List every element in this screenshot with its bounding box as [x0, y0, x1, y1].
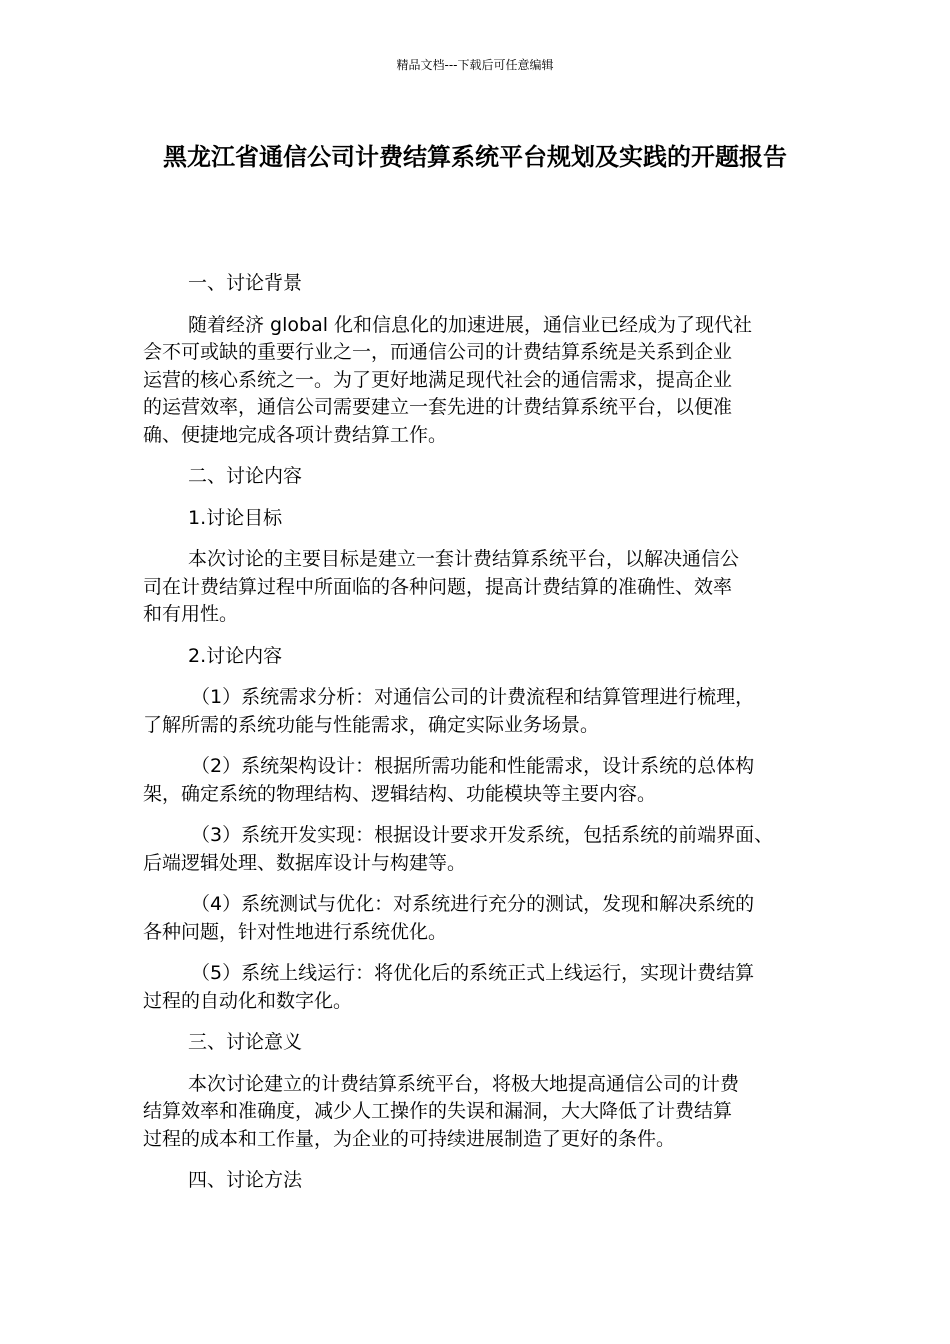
- objective-paragraph: 本次讨论的主要目标是建立一套计费结算系统平台，以解决通信公 司在计费结算过程中所面临的各种问题，提高计费结算的准确性、效率 和有用性。: [143, 548, 740, 625]
- list-item: （5）系统上线运行：将优化后的系统正式上线运行，实现计费结算 过程的自动化和数字化。: [143, 962, 755, 1012]
- document-title: 黑龙江省通信公司计费结算系统平台规划及实践的开题报告: [163, 143, 787, 171]
- list-item: （2）系统架构设计：根据所需功能和性能需求，设计系统的总体构 架，确定系统的物理结构、逻辑结构、功能模块等主要内容。: [143, 755, 755, 805]
- document-body: [143, 270, 811, 1209]
- list-item: （1）系统需求分析：对通信公司的计费流程和结算管理进行梳理， 了解所需的系统功能与性能需求，确定实际业务场景。: [143, 686, 755, 736]
- list-item: （4）系统测试与优化：对系统进行充分的测试，发现和解决系统的 各种问题，针对性地进行系统优化。: [143, 893, 755, 943]
- list-item: （3）系统开发实现：根据设计要求开发系统，包括系统的前端界面、 后端逻辑处理、数据库设计与构建等。: [143, 824, 774, 874]
- subheading-objective: 1.讨论目标: [188, 506, 283, 529]
- subheading-content: 2.讨论内容: [188, 644, 283, 667]
- background-paragraph: 随着经济 global 化和信息化的加速进展，通信业已经成为了现代社 会不可或缺的重要行业之一，而通信公司的计费结算系统是关系到企业 运营的核心系统之一。为了更好地满足现代社会的通信需求，提高企业 的运营效率，通信公司需要建立一套先进的计费结算系统平台，以便准 确、便捷地完成各项计费结算工作。: [143, 313, 753, 446]
- section-heading-method: 四、讨论方法: [188, 1169, 303, 1191]
- significance-paragraph: 本次讨论建立的计费结算系统平台，将极大地提高通信公司的计费 结算效率和准确度，减少人工操作的失误和漏洞，大大降低了计费结算 过程的成本和工作量，为企业的可持续进展制造了更好的条件。: [143, 1072, 740, 1150]
- header-note: 精品文档---下载后可任意编辑: [396, 58, 554, 72]
- section-heading-background: 一、讨论背景: [188, 272, 303, 294]
- section-heading-significance: 三、讨论意义: [188, 1031, 303, 1053]
- section-heading-content: 二、讨论内容: [188, 465, 303, 487]
